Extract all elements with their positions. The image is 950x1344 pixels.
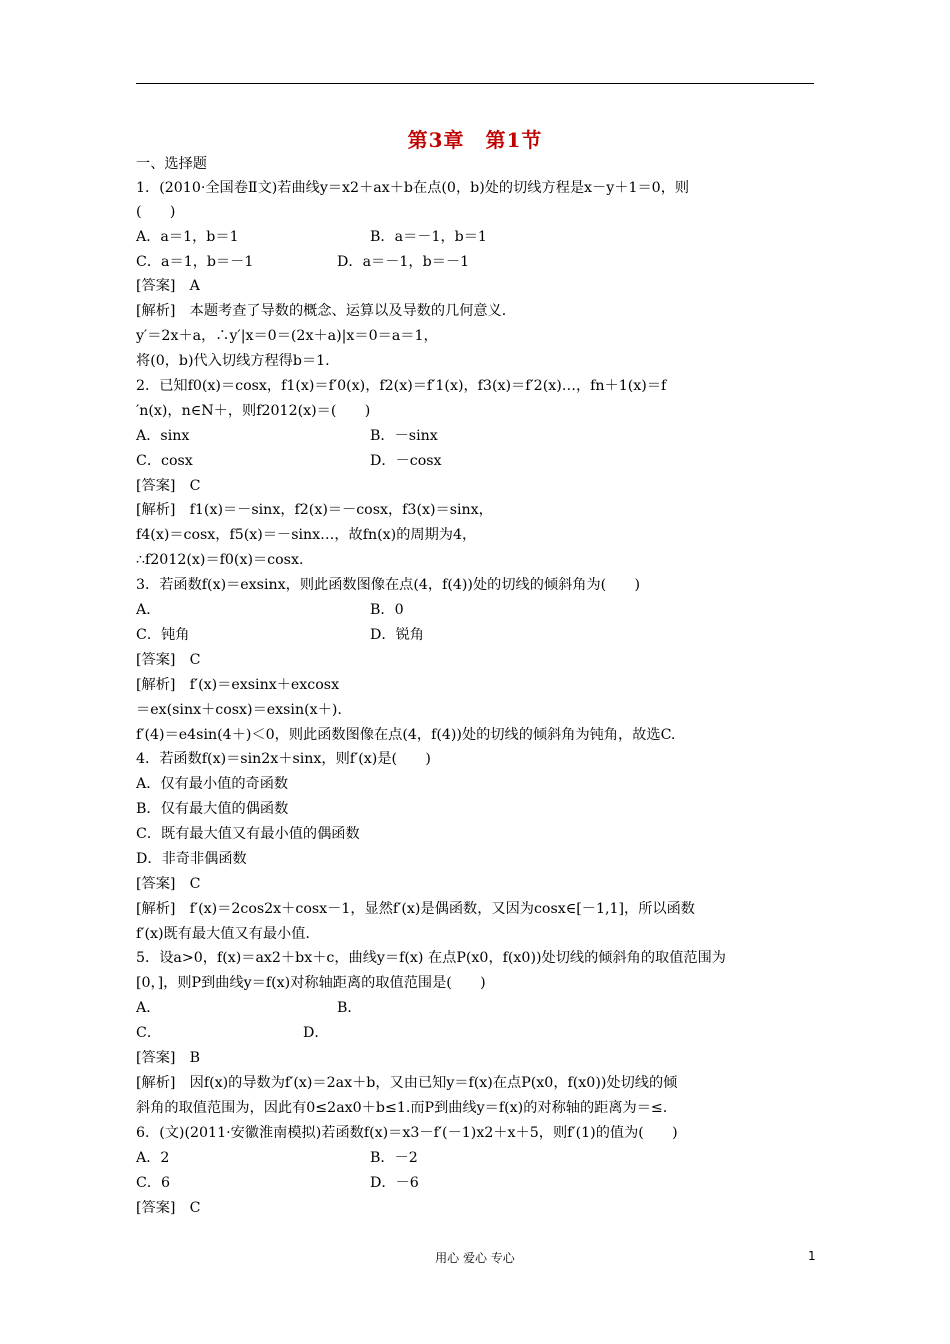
text-line: B．－2: [370, 1150, 418, 1166]
text-line: ＝ex(sinx＋cosx)＝exsin(x＋).: [136, 702, 342, 718]
text-line: [解析] f′(x)＝exsinx＋excosx: [136, 677, 340, 693]
text-line: D．－cosx: [370, 453, 442, 469]
text-line: f4(x)＝cosx，f5(x)＝－sinx…，故fn(x)的周期为4，: [136, 527, 477, 543]
text-line: ′n(x)，n∈N＋，则f2012(x)＝( ): [136, 403, 371, 419]
text-line: B．a＝－1，b＝1: [370, 229, 487, 245]
text-line: 一、选择题: [136, 156, 207, 172]
text-line: B．0: [370, 602, 404, 618]
text-line: 1．(2010·全国卷Ⅱ文)若曲线y＝x2＋ax＋b在点(0，b)处的切线方程是x－y＋1＝0，则: [136, 180, 690, 196]
text-line: 5．设a>0，f(x)＝ax2＋bx＋c，曲线y＝f(x) 在点P(x0，f(x0))处切线的倾斜角的取值范围为: [136, 950, 726, 966]
text-line: C．6: [136, 1175, 171, 1191]
text-line: [0，]，则P到曲线y＝f(x)对称轴距离的取值范围是( ): [136, 975, 486, 991]
text-line: [解析] f′(x)＝2cos2x＋cosx－1，显然f′(x)是偶函数，又因为cosx∈[－1,1]，所以函数: [136, 901, 695, 917]
text-line: [解析] f1(x)＝－sinx，f2(x)＝－cosx，f3(x)＝sinx，: [136, 502, 493, 518]
header-rule: [136, 83, 814, 84]
text-line: A．: [136, 602, 161, 618]
footer-motto: 用心 爱心 专心: [435, 1251, 515, 1265]
text-line: C．cosx: [136, 453, 193, 469]
page-number: 1: [808, 1249, 816, 1263]
text-line: [答案] C: [136, 478, 201, 494]
text-line: C．a＝1，b＝－1: [136, 254, 254, 270]
text-line: D．锐角: [370, 627, 424, 643]
text-line: D．－6: [370, 1175, 419, 1191]
text-line: 3．若函数f(x)＝exsinx，则此函数图像在点(4，f(4))处的切线的倾斜角为( ): [136, 577, 641, 593]
text-line: B．: [337, 1000, 362, 1016]
text-line: A．a＝1，b＝1: [136, 229, 239, 245]
text-line: B．仅有最大值的偶函数: [136, 801, 289, 817]
text-line: A．sinx: [136, 428, 190, 444]
text-line: A．: [136, 1000, 161, 1016]
text-line: C．钝角: [136, 627, 190, 643]
text-line: ∴f2012(x)＝f0(x)＝cosx.: [136, 552, 304, 568]
text-line: D．a＝－1，b＝－1: [337, 254, 470, 270]
text-line: 4．若函数f(x)＝sin2x＋sinx，则f′(x)是( ): [136, 751, 431, 767]
text-line: 2．已知f0(x)＝cosx，f1(x)＝f′0(x)，f2(x)＝f′1(x)，f3(x)＝f′2(x)…，fn＋1(x)＝f: [136, 378, 667, 394]
text-line: A．2: [136, 1150, 170, 1166]
text-line: [答案] C: [136, 1200, 201, 1216]
page-title: 第3章 第1节: [407, 128, 543, 152]
text-line: [答案] C: [136, 876, 201, 892]
text-line: 6．(文)(2011·安徽淮南模拟)若函数f(x)＝x3－f′(－1)x2＋x＋5，则f′(1)的值为( ): [136, 1125, 678, 1141]
text-line: [答案] B: [136, 1050, 201, 1066]
text-line: f′(x)既有最大值又有最小值.: [136, 926, 310, 942]
text-line: 将(0，b)代入切线方程得b＝1.: [136, 353, 330, 369]
text-line: A．仅有最小值的奇函数: [136, 776, 289, 792]
text-line: D．: [303, 1025, 329, 1041]
text-line: D．非奇非偶函数: [136, 851, 247, 867]
text-line: B．－sinx: [370, 428, 438, 444]
text-line: C．既有最大值又有最小值的偶函数: [136, 826, 360, 842]
text-line: [解析] 因f(x)的导数为f′(x)＝2ax＋b，又由已知y＝f(x)在点P(x0，f(x0))处切线的倾: [136, 1075, 678, 1091]
text-line: C．: [136, 1025, 162, 1041]
text-line: 斜角的取值范围为，因此有0≤2ax0＋b≤1.而P到曲线y＝f(x)的对称轴的距离为＝≤.: [136, 1100, 668, 1116]
text-line: [答案] A: [136, 278, 200, 294]
text-line: ( ): [136, 204, 176, 220]
text-line: [解析] 本题考查了导数的概念、运算以及导数的几何意义．: [136, 303, 516, 319]
text-line: f′(4)＝e4sin(4＋)＜0，则此函数图像在点(4，f(4))处的切线的倾斜角为钝角，故选C.: [136, 727, 676, 743]
text-line: y′＝2x＋a，∴y′|x＝0＝(2x＋a)|x＝0＝a＝1，: [136, 328, 438, 344]
text-line: [答案] C: [136, 652, 201, 668]
